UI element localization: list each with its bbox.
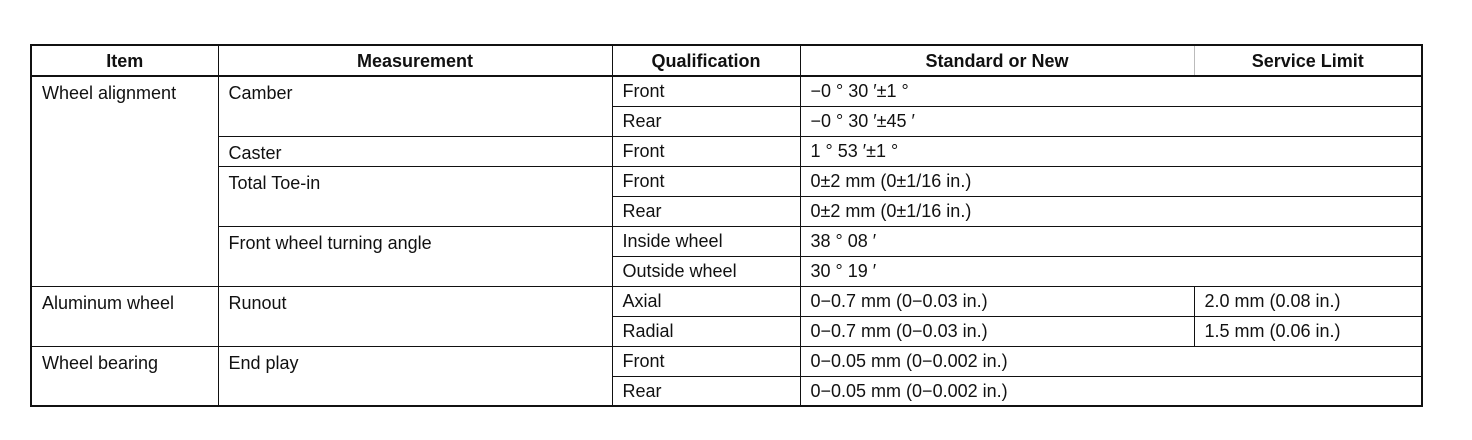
measurement-cell: Caster <box>218 136 612 166</box>
qualification-cell: Axial <box>612 286 800 316</box>
standard-cell: 0−0.05 mm (0−0.002 in.) <box>800 346 1422 376</box>
standard-cell: 0±2 mm (0±1/16 in.) <box>800 196 1422 226</box>
standard-cell: 1 ° 53 ′±1 ° <box>800 136 1422 166</box>
item-cell: Aluminum wheel <box>31 286 218 346</box>
standard-cell: 0−0.7 mm (0−0.03 in.) <box>800 286 1194 316</box>
measurement-cell: Camber <box>218 76 612 136</box>
qualification-cell: Rear <box>612 376 800 406</box>
table-row <box>31 76 1422 106</box>
standard-cell: −0 ° 30 ′±45 ′ <box>800 106 1422 136</box>
qualification-cell: Rear <box>612 106 800 136</box>
header-measurement: Measurement <box>218 45 612 76</box>
qualification-cell: Outside wheel <box>612 256 800 286</box>
measurement-cell: Runout <box>218 286 612 346</box>
qualification-cell: Front <box>612 346 800 376</box>
standard-cell: 0±2 mm (0±1/16 in.) <box>800 166 1422 196</box>
standard-cell: 0−0.7 mm (0−0.03 in.) <box>800 316 1194 346</box>
qualification-cell: Inside wheel <box>612 226 800 256</box>
qualification-cell: Rear <box>612 196 800 226</box>
measurement-cell: Front wheel turning angle <box>218 226 612 286</box>
service-limit-cell: 2.0 mm (0.08 in.) <box>1194 286 1422 316</box>
table-body <box>31 76 1422 406</box>
item-cell: Wheel alignment <box>31 76 218 286</box>
standard-cell: 30 ° 19 ′ <box>800 256 1422 286</box>
table-row <box>31 136 1422 166</box>
header-row <box>31 45 1422 76</box>
header-qualification: Qualification <box>612 45 800 76</box>
measurement-cell: End play <box>218 346 612 406</box>
qualification-cell: Front <box>612 136 800 166</box>
standard-cell: 38 ° 08 ′ <box>800 226 1422 256</box>
table-row <box>31 286 1422 316</box>
qualification-cell: Front <box>612 76 800 106</box>
standard-cell: −0 ° 30 ′±1 ° <box>800 76 1422 106</box>
header-service-limit: Service Limit <box>1194 45 1422 76</box>
table-row <box>31 226 1422 256</box>
wheel-spec-table <box>30 44 1423 407</box>
qualification-cell: Front <box>612 166 800 196</box>
measurement-cell: Total Toe-in <box>218 166 612 226</box>
standard-cell: 0−0.05 mm (0−0.002 in.) <box>800 376 1422 406</box>
table-row <box>31 346 1422 376</box>
service-limit-cell: 1.5 mm (0.06 in.) <box>1194 316 1422 346</box>
qualification-cell: Radial <box>612 316 800 346</box>
item-cell: Wheel bearing <box>31 346 218 406</box>
table-row <box>31 166 1422 196</box>
header-item: Item <box>31 45 218 76</box>
header-standard: Standard or New <box>800 45 1194 76</box>
